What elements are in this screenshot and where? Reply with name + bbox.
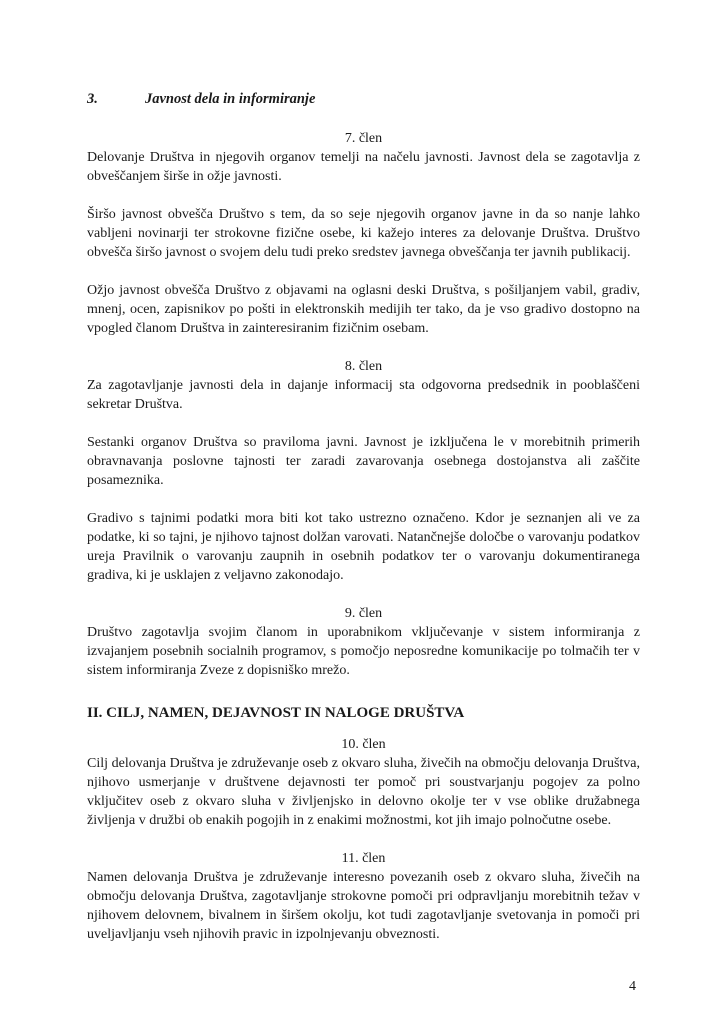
article-9-heading: 9. člen [344,606,383,621]
article-8-paragraph-1: Za zagotavljanje javnosti dela in dajanje informacij sta odgovorna predsednik in pooblaščeni sekretar Društva. [87,378,640,412]
article-10-paragraph-1: Cilj delovanja Društva je združevanje oseb z okvaro sluha, živečih na območju delovanja Društva, njihovo usmerjanje v društvene dejavnosti ter pomoč pri soustvarjanju pogojev za polno vključitev oseb z okvaro sluha v življenjsko in delovno okolje ter v vse oblike družabnega življenja v družbi ob enakih pogojih in z enakimi možnostmi, kot jih imajo polnočutne osebe. [87,756,640,828]
article-11-paragraph-1: Namen delovanja Društva je združevanje interesno povezanih oseb z okvaro sluha, živečih na območju delovanja Društva, zagotavljanje strokovne pomoči pri odpravljanju morebitnih težav v njihovem delovnem, bivalnem in širšem okolju, kot tudi zagotavljanje svetovanja in pomoči pri uveljavljanju vseh njihovih pravic in izpolnjevanju obveznosti. [87,870,640,942]
article-11-heading: 11. člen [341,851,386,866]
page-number: 4 [629,979,636,994]
chapter-heading-2: II. CILJ, NAMEN, DEJAVNOST IN NALOGE DRUŠTVA [87,705,465,721]
article-7-paragraph-2: Širšo javnost obvešča Društvo s tem, da so seje njegovih organov javne in da so nanje lahko vabljeni novinarji ter strokovne fizične osebe, ki kažejo interes za delovanje Društva. Društvo obvešča širšo javnost o svojem delu tudi preko sredstev javnega obveščanja ter javnih publikacij. [87,207,640,260]
section-title: Javnost dela in informiranje [145,91,316,107]
article-8-paragraph-2: Sestanki organov Društva so praviloma javni. Javnost je izključena le v morebitnih primerih obravnavanja poslovne tajnosti ter zaradi zavarovanja osebnega dostojanstva ali zaščite posameznika. [87,435,640,488]
section-number: 3. [87,91,98,107]
page-content [87,90,640,944]
article-7-heading: 7. člen [344,131,383,146]
article-9-paragraph-1: Društvo zagotavlja svojim članom in uporabnikom vključevanje v sistem informiranja z izvajanjem posebnih socialnih programov, s pomočjo neposredne komunikacije po tolmačih ter v sistem informiranja Zveze z dopisniško mrežo. [87,625,640,678]
article-8-heading: 8. člen [344,359,383,374]
article-7-paragraph-1: Delovanje Društva in njegovih organov temelji na načelu javnosti. Javnost dela se zagotavlja z obveščanjem širše in ožje javnosti. [87,150,640,184]
article-7-paragraph-3: Ožjo javnost obvešča Društvo z objavami na oglasni deski Društva, s pošiljanjem vabil, gradiv, mnenj, ocen, zapisnikov po pošti in elektronskih medijih ter tako, da je vso gradivo dostopno na vpogled članom Društva in zainteresiranim fizičnim osebam. [87,283,640,336]
article-8-paragraph-3: Gradivo s tajnimi podatki mora biti kot tako ustrezno označeno. Kdor je seznanjen ali ve za podatke, ki so tajni, je njihovo tajnost dolžan varovati. Natančnejše določbe o varovanju podatkov ureja Pravilnik o varovanju zaupnih in osebnih podatkov ter o varovanju dokumentiranega gradiva, ki je usklajen z veljavno zakonodajo. [87,511,640,583]
section-heading-3 [87,90,640,109]
article-10-heading: 10. člen [341,737,386,752]
